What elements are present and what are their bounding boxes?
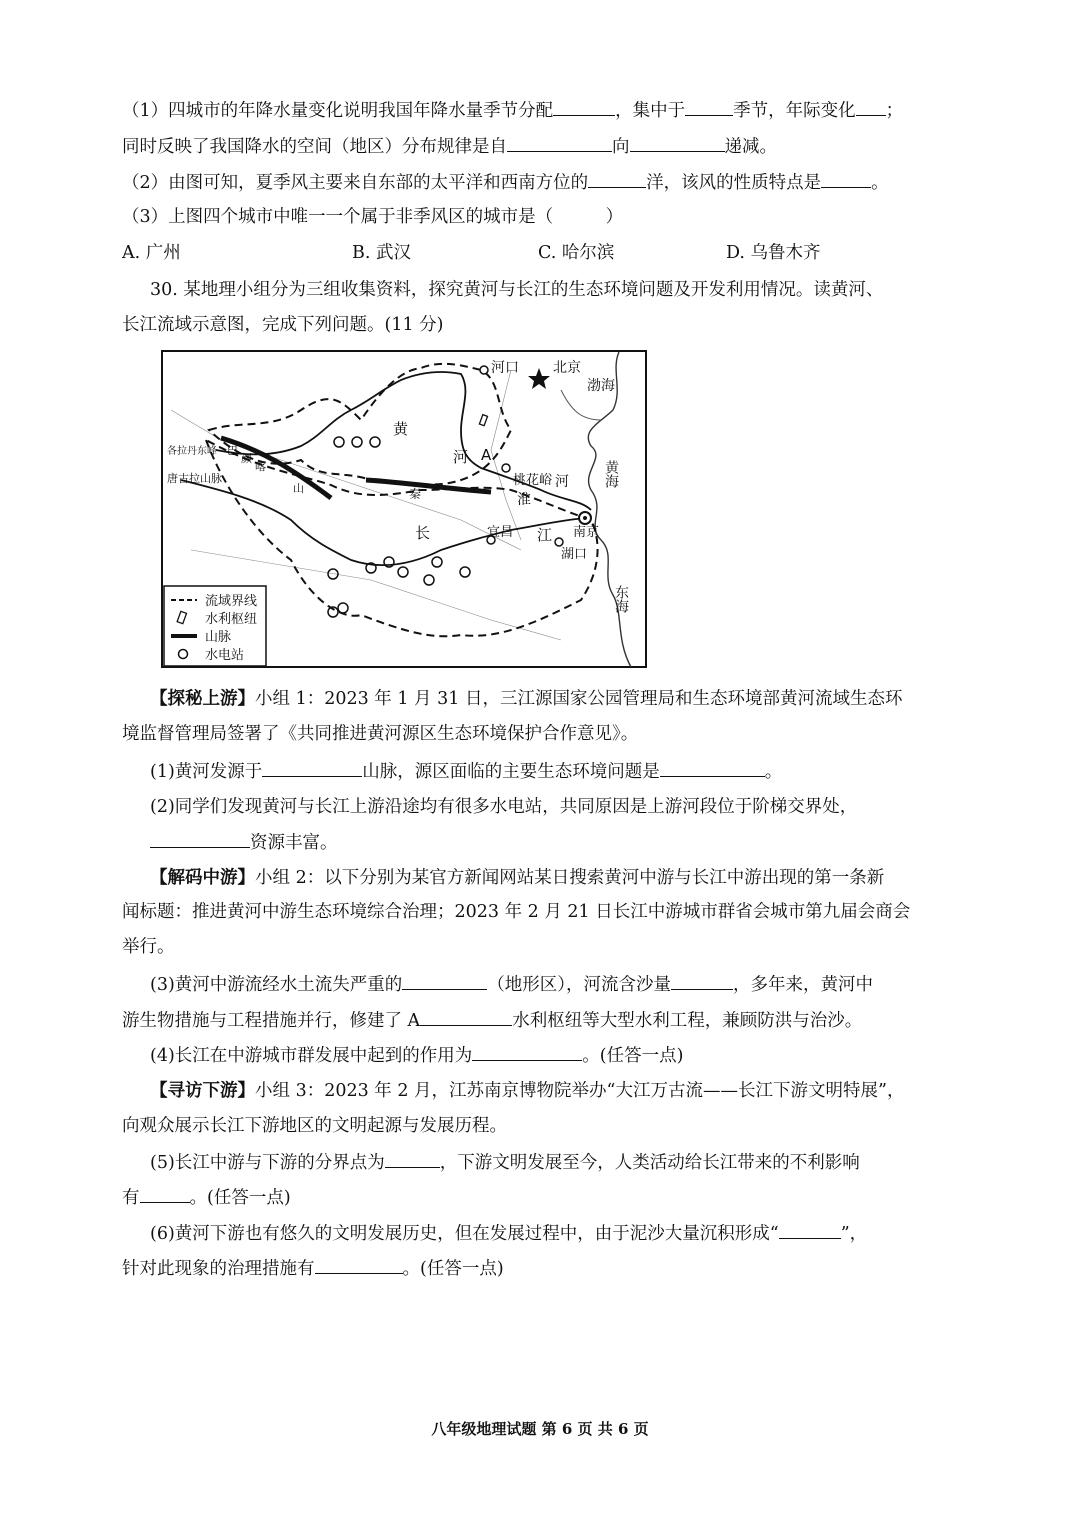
map-label-ba: 巴 [227,444,238,457]
yellow-yangtze-basin-map [161,350,647,668]
map-label-tanggula: 唐古拉山脉 [167,472,222,485]
s1-intro-line2: 境监督管理局签署了《共同推进黄河源区生态环境保护合作意见》。 [122,724,639,744]
answer-blank[interactable] [420,1007,512,1026]
option-a[interactable]: A. 广州 [122,243,181,263]
map-label-hukou: 湖口 [561,547,588,562]
q29-part1-line2: 同时反映了我国降水的空间（地区）分布规律是自 向 递减。 [122,133,777,160]
s2-q3-line2: 游生物措施与工程措施并行，修建了 A 水利枢纽等大型水利工程，兼顾防洪与治沙。 [122,1007,862,1034]
q29-part3: （3）上图四个城市中唯一一个属于非季风区的城市是（ ） [122,207,624,227]
map-label-taohuayu: 桃花峪 [513,473,553,488]
answer-blank[interactable] [150,829,250,848]
answer-blank[interactable] [402,971,487,990]
option-d[interactable]: D. 乌鲁木齐 [726,243,821,263]
map-label-chang: 长 [415,524,431,542]
page-footer: 八年级地理试题 第 6 页 共 6 页 [431,1420,649,1438]
s2-q3-line1: (3)黄河中游流经水土流失严重的 （地形区），河流含沙量 ，多年来，黄河中 [150,971,873,998]
answer-blank[interactable] [671,971,733,990]
answer-blank[interactable] [507,133,612,152]
answer-blank[interactable] [779,1220,841,1239]
map-label-donghai: 东海 [613,585,629,613]
map-label-shan: 山 [293,482,304,495]
map-label-point-a: A [481,446,492,464]
s1-q2-line1: (2)同学们发现黄河与长江上游沿途均有很多水电站，共同原因是上游河段位于阶梯交界处， [150,797,858,817]
map-label-hekou: 河口 [491,360,519,376]
q30-intro-line2: 长江流域示意图，完成下列问题。(11 分) [122,315,444,335]
map-label-huang: 黄 [393,420,409,438]
legend-boundary-label: 流域界线 [205,594,258,609]
map-label-kela: 喀 [255,460,266,473]
q30-intro-line1: 30. 某地理小组分为三组收集资料，探究黄河与长江的生态环境问题及开发利用情况。读黄河、 [150,280,884,300]
s2-intro-line2: 闻标题：推进黄河中游生态环境综合治理；2023 年 2 月 21 日长江中游城市群省会城市第九届会商会 [122,902,911,922]
answer-blank[interactable] [262,758,362,777]
s1-q1: (1)黄河发源于 山脉，源区面临的主要生态环境问题是 。 [150,758,782,785]
q29-part2: （2）由图可知，夏季风主要来自东部的太平洋和西南方位的 洋，该风的性质特点是 。 [122,169,889,196]
answer-blank[interactable] [685,97,733,116]
legend-mountain-label: 山脉 [205,630,232,645]
option-c[interactable]: C. 哈尔滨 [538,243,615,263]
map-label-beijing: 北京 [553,360,581,376]
map-legend [164,586,266,666]
map-label-yichang: 宜昌 [487,525,514,540]
map-label-nanjing: 南京 [573,525,600,540]
answer-blank[interactable] [588,169,646,188]
map-label-huanghai: 黄海 [603,460,619,488]
s2-intro-line3: 举行。 [122,937,175,957]
s3-intro-line2: 向观众展示长江下游地区的文明起源与发展历程。 [122,1116,507,1136]
answer-blank[interactable] [315,1255,403,1274]
answer-blank[interactable] [385,1149,440,1168]
answer-blank[interactable] [630,133,725,152]
map-label-huai: 淮 [517,492,531,508]
answer-blank[interactable] [472,1042,582,1061]
map-label-bohai: 渤海 [587,378,615,394]
s2-intro-line1: 【解码中游】小组 2：以下分别为某官方新闻网站某日搜索黄河中游与长江中游出现的第一条新 [150,868,885,888]
s3-intro-line1: 【寻访下游】小组 3：2023 年 2 月，江苏南京博物院举办“大江万古流——长江下游文明特展”， [150,1081,905,1101]
map-label-jiang: 江 [537,526,553,544]
answer-blank[interactable] [821,169,871,188]
s2-q4: (4)长江在中游城市群发展中起到的作用为 。(任答一点) [150,1042,683,1069]
map-label-qin: 秦 [409,487,422,501]
answer-blank[interactable] [856,97,886,116]
s3-q6-line1: (6)黄河下游也有悠久的文明发展历史，但在发展过程中，由于泥沙大量沉积形成“ ”， [150,1220,867,1247]
s3-q5-line1: (5)长江中游与下游的分界点为 ，下游文明发展至今，人类活动给长江带来的不利影响 [150,1149,860,1176]
map-label-he: 河 [453,448,469,466]
answer-blank[interactable] [660,758,765,777]
answer-blank[interactable] [553,97,615,116]
map-label-huai-he: 河 [555,474,569,490]
map-label-gela: 各拉丹东峰 [167,446,217,457]
s3-q6-line2: 针对此现象的治理措施有 。(任答一点) [122,1255,504,1282]
legend-hydro-label: 水电站 [205,648,245,663]
s1-q2-line2: 资源丰富。 [150,829,338,856]
s3-q5-line2: 有 。(任答一点) [122,1184,291,1211]
option-b[interactable]: B. 武汉 [352,243,411,263]
s1-intro-line1: 【探秘上游】小组 1：2023 年 1 月 31 日，三江源国家公园管理局和生态环境部黄河流域生态环 [150,689,903,709]
answer-blank[interactable] [140,1184,190,1203]
legend-dam-label: 水利枢纽 [205,612,258,627]
q29-part1-line1: （1）四城市的年降水量变化说明我国年降水量季节分配 ，集中于 季节，年际变化 ； [122,97,903,124]
map-label-yan: 颜 [241,452,252,465]
